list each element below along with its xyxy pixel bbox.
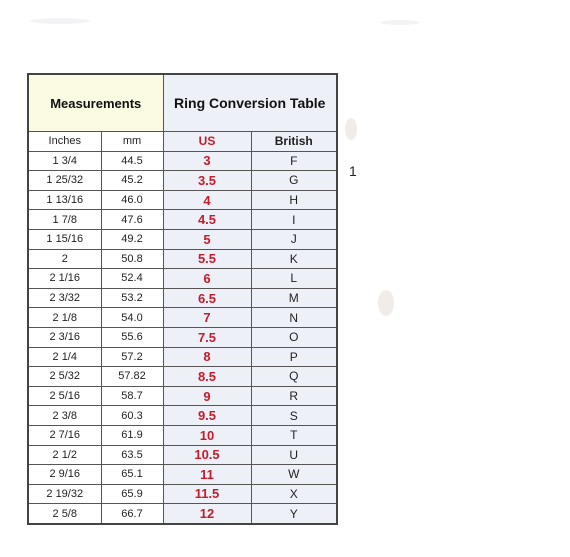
- inches-cell: 1 13/16: [28, 190, 101, 210]
- us-size-cell: 5.5: [163, 249, 251, 269]
- mm-cell: 54.0: [101, 308, 163, 328]
- table-row: [28, 425, 337, 445]
- us-size-cell: 3.5: [163, 171, 251, 191]
- mm-cell: 61.9: [101, 425, 163, 445]
- mm-cell: 53.2: [101, 288, 163, 308]
- inches-cell: 2 3/32: [28, 288, 101, 308]
- us-size-cell: 3: [163, 151, 251, 171]
- table-row: [28, 445, 337, 465]
- british-size-cell: S: [251, 406, 337, 426]
- mm-cell: 65.9: [101, 484, 163, 504]
- us-size-cell: 6: [163, 269, 251, 289]
- mm-cell: 58.7: [101, 386, 163, 406]
- table-row: [28, 347, 337, 367]
- us-size-cell: 10.5: [163, 445, 251, 465]
- british-size-cell: X: [251, 484, 337, 504]
- british-size-cell: W: [251, 465, 337, 485]
- british-size-cell: K: [251, 249, 337, 269]
- background-smudge: [345, 118, 357, 140]
- mm-cell: 55.6: [101, 327, 163, 347]
- table-row: [28, 465, 337, 485]
- table-row: [28, 484, 337, 504]
- inches-cell: 2 1/4: [28, 347, 101, 367]
- british-size-cell: U: [251, 445, 337, 465]
- table-row: [28, 210, 337, 230]
- mm-cell: 65.1: [101, 465, 163, 485]
- background-smudge: [30, 18, 90, 24]
- inches-cell: 2 5/8: [28, 504, 101, 524]
- british-column-header: British: [251, 132, 337, 152]
- table-row: [28, 151, 337, 171]
- table-row: [28, 367, 337, 387]
- british-size-cell: P: [251, 347, 337, 367]
- table-row: [28, 229, 337, 249]
- british-size-cell: O: [251, 327, 337, 347]
- inches-cell: 2 9/16: [28, 465, 101, 485]
- british-size-cell: H: [251, 190, 337, 210]
- table-row: [28, 288, 337, 308]
- ring-size-table: [27, 73, 338, 525]
- background-smudge: [378, 290, 394, 316]
- table-row: [28, 504, 337, 524]
- inches-cell: 1 15/16: [28, 229, 101, 249]
- stray-digit: 1: [349, 163, 357, 179]
- background-smudge: [380, 20, 420, 25]
- us-size-cell: 12: [163, 504, 251, 524]
- table-row: [28, 327, 337, 347]
- mm-column-header: mm: [101, 132, 163, 152]
- table-row: [28, 386, 337, 406]
- mm-cell: 44.5: [101, 151, 163, 171]
- us-size-cell: 7.5: [163, 327, 251, 347]
- british-size-cell: Y: [251, 504, 337, 524]
- us-size-cell: 5: [163, 229, 251, 249]
- inches-cell: 2 19/32: [28, 484, 101, 504]
- us-size-cell: 8: [163, 347, 251, 367]
- inches-cell: 2 1/2: [28, 445, 101, 465]
- us-size-cell: 10: [163, 425, 251, 445]
- ring-conversion-header: Ring Conversion Table: [163, 74, 337, 132]
- mm-cell: 46.0: [101, 190, 163, 210]
- mm-cell: 57.2: [101, 347, 163, 367]
- table-row: [28, 406, 337, 426]
- british-size-cell: J: [251, 229, 337, 249]
- us-size-cell: 11.5: [163, 484, 251, 504]
- measurements-header: Measurements: [28, 74, 163, 132]
- column-header-row: [28, 132, 337, 152]
- mm-cell: 63.5: [101, 445, 163, 465]
- inches-cell: 2 1/8: [28, 308, 101, 328]
- mm-cell: 47.6: [101, 210, 163, 230]
- inches-cell: 2 5/16: [28, 386, 101, 406]
- british-size-cell: Q: [251, 367, 337, 387]
- mm-cell: 50.8: [101, 249, 163, 269]
- inches-cell: 2 3/16: [28, 327, 101, 347]
- mm-cell: 52.4: [101, 269, 163, 289]
- us-column-header: US: [163, 132, 251, 152]
- british-size-cell: N: [251, 308, 337, 328]
- british-size-cell: L: [251, 269, 337, 289]
- british-size-cell: F: [251, 151, 337, 171]
- inches-cell: 1 3/4: [28, 151, 101, 171]
- us-size-cell: 8.5: [163, 367, 251, 387]
- inches-cell: 1 25/32: [28, 171, 101, 191]
- mm-cell: 49.2: [101, 229, 163, 249]
- us-size-cell: 6.5: [163, 288, 251, 308]
- inches-column-header: Inches: [28, 132, 101, 152]
- us-size-cell: 7: [163, 308, 251, 328]
- us-size-cell: 4: [163, 190, 251, 210]
- table-row: [28, 171, 337, 191]
- us-size-cell: 4.5: [163, 210, 251, 230]
- inches-cell: 2 5/32: [28, 367, 101, 387]
- inches-cell: 2 1/16: [28, 269, 101, 289]
- inches-cell: 1 7/8: [28, 210, 101, 230]
- table-row: [28, 249, 337, 269]
- us-size-cell: 11: [163, 465, 251, 485]
- table-row: [28, 308, 337, 328]
- inches-cell: 2 7/16: [28, 425, 101, 445]
- british-size-cell: G: [251, 171, 337, 191]
- british-size-cell: M: [251, 288, 337, 308]
- mm-cell: 60.3: [101, 406, 163, 426]
- inches-cell: 2: [28, 249, 101, 269]
- british-size-cell: R: [251, 386, 337, 406]
- inches-cell: 2 3/8: [28, 406, 101, 426]
- table-title-row: [28, 74, 337, 132]
- british-size-cell: T: [251, 425, 337, 445]
- mm-cell: 66.7: [101, 504, 163, 524]
- british-size-cell: I: [251, 210, 337, 230]
- table-row: [28, 269, 337, 289]
- us-size-cell: 9.5: [163, 406, 251, 426]
- us-size-cell: 9: [163, 386, 251, 406]
- table-row: [28, 190, 337, 210]
- mm-cell: 57.82: [101, 367, 163, 387]
- mm-cell: 45.2: [101, 171, 163, 191]
